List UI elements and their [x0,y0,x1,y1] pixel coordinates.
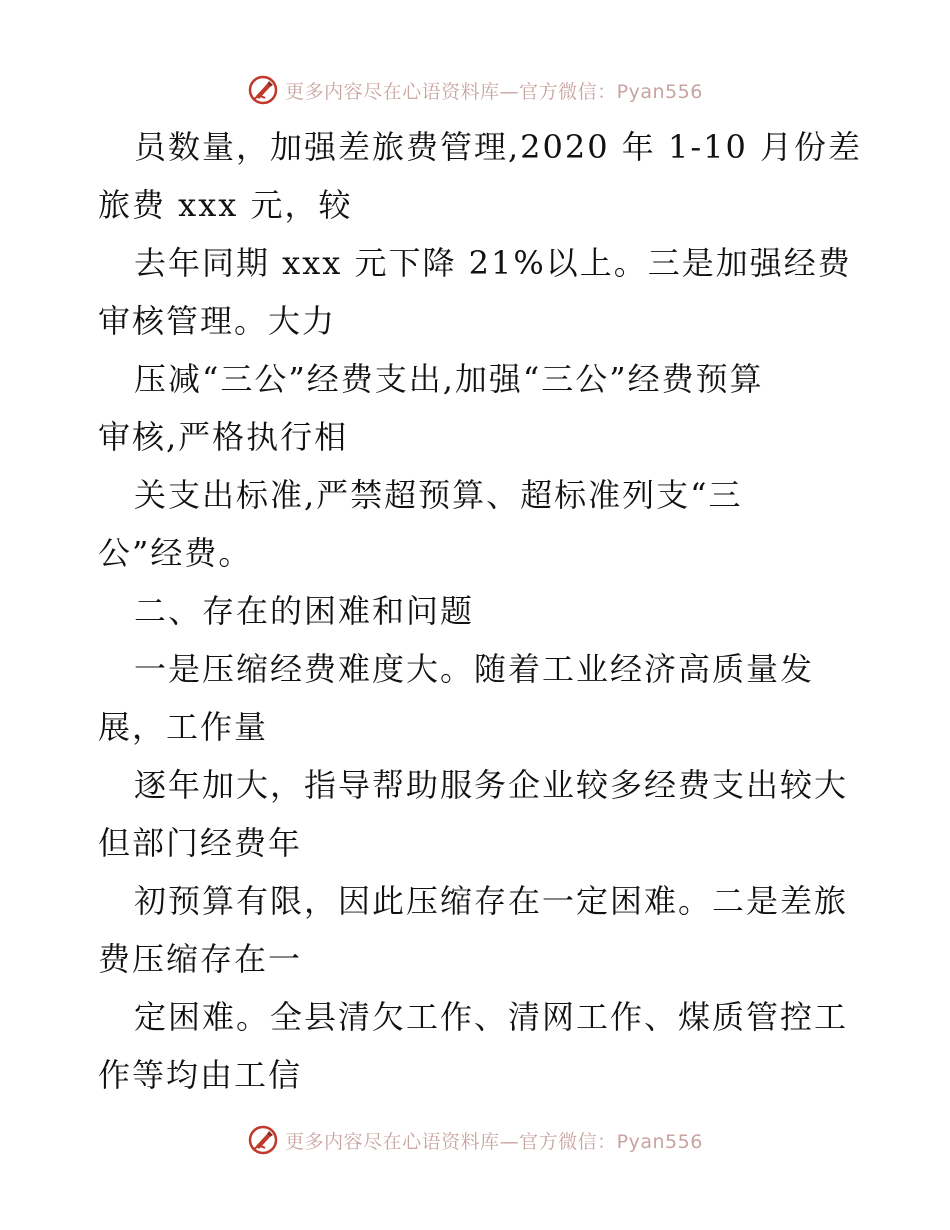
pen-seal-logo-icon [247,74,279,106]
footer-banner [0,1122,950,1158]
body-line: 初预算有限，因此压缩存在一定困难。二是差旅 [134,882,849,920]
body-line: 逐年加大，指导帮助服务企业较多经费支出较大 [134,766,849,804]
body-line: 一是压缩经费难度大。随着工业经济高质量发 [134,650,815,688]
body-line: 旅费 xxx 元，较 [98,186,353,224]
document-body [98,118,868,1104]
header-banner [0,72,950,108]
pen-seal-logo-icon [247,1124,279,1156]
body-line: 展，工作量 [98,708,269,746]
section-heading: 二、存在的困难和问题 [134,592,475,630]
body-line: 审核,严格执行相 [98,418,349,456]
footer-banner-text: 更多内容尽在心语资料库—官方微信：Pyan556 [285,1130,703,1153]
header-banner-text: 更多内容尽在心语资料库—官方微信：Pyan556 [285,80,703,103]
body-line: 作等均由工信 [98,1056,303,1094]
body-line: 定困难。全县清欠工作、清网工作、煤质管控工 [134,998,849,1036]
body-line: 压减“三公”经费支出,加强“三公”经费预算 [134,360,764,398]
body-line: 员数量，加强差旅费管理,2020 年 1-10 月份差 [134,128,863,166]
body-line: 关支出标准,严禁超预算、超标准列支“三 [134,476,743,514]
body-line: 费压缩存在一 [98,940,303,978]
body-line: 审核管理。大力 [98,302,337,340]
body-line: 公”经费。 [98,534,253,572]
body-line: 去年同期 xxx 元下降 21%以上。三是加强经费 [134,244,852,282]
body-line: 但部门经费年 [98,824,303,862]
